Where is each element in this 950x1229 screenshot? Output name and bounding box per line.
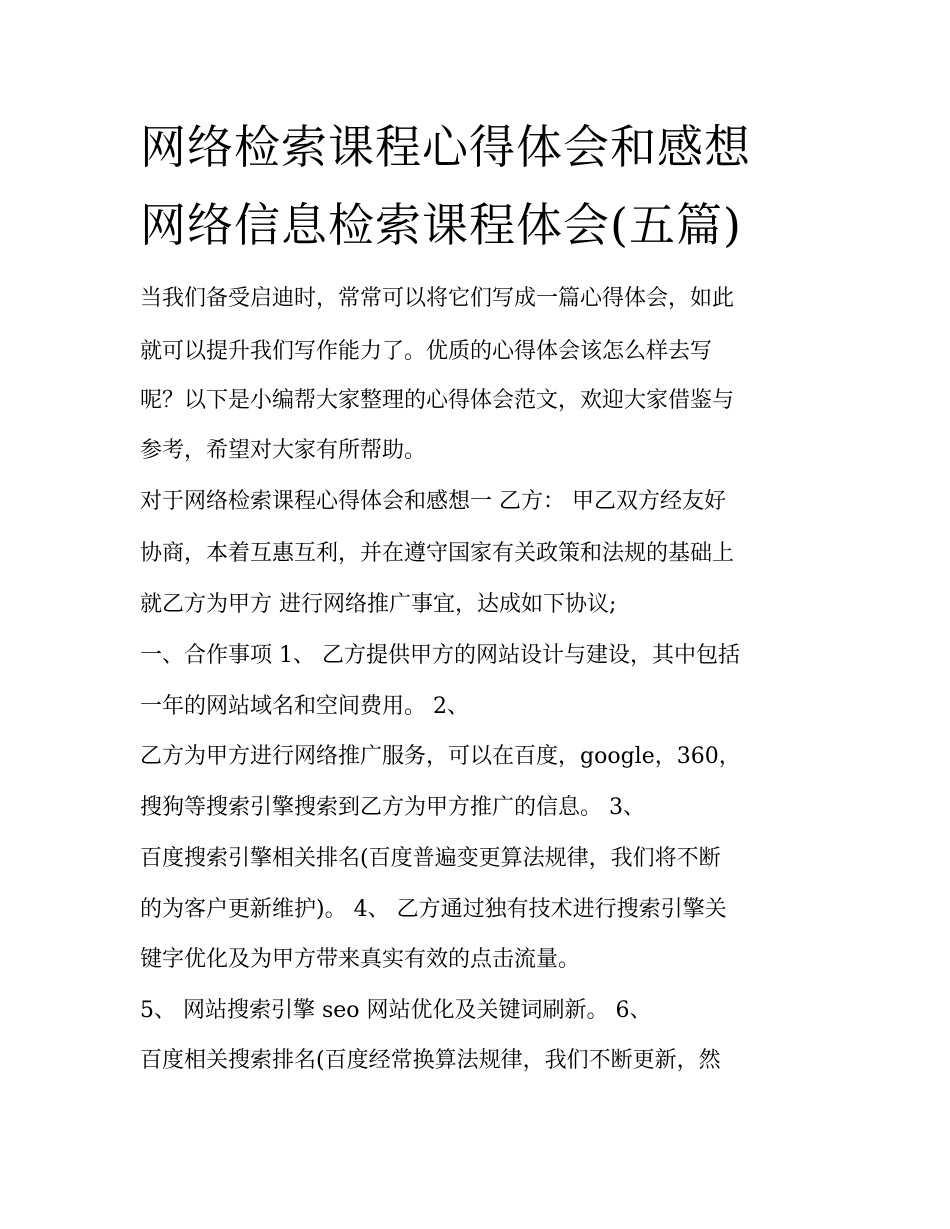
body-text-line: 键字优化及为甲方带来真实有效的点击流量。: [140, 947, 581, 972]
body-text-line: 当我们备受启迪时，常常可以将它们写成一篇心得体会，如此: [140, 286, 735, 311]
body-text-line: 就乙方为甲方 进行网络推广事宜，达成如下协议;: [140, 592, 617, 617]
body-text-line: 一年的网站域名和空间费用。 2、: [140, 694, 469, 719]
body-text-line: 呢？以下是小编帮大家整理的心得体会范文，欢迎大家借鉴与: [140, 388, 735, 413]
body-text-line: 的为客户更新维护)。 4、 乙方通过独有技术进行搜索引擎关: [140, 897, 727, 922]
body-text-line: 百度相关搜索排名(百度经常换算法规律，我们不断更新，然: [140, 1048, 721, 1073]
body-text-line: 参考，希望对大家有所帮助。: [140, 438, 427, 463]
body-text-line: 5、 网站搜索引擎 seo 网站优化及关键词刷新。 6、: [140, 998, 652, 1023]
body-text-line: 对于网络检索课程心得体会和感想一 乙方： 甲乙双方经友好: [140, 489, 726, 514]
body-text-line: 一、合作事项 1、 乙方提供甲方的网站设计与建设，其中包括: [140, 643, 740, 668]
document-title-line-1: 网络检索课程心得体会和感想: [140, 120, 751, 174]
body-text-line: 协商，本着互惠互利，并在遵守国家有关政策和法规的基础上: [140, 541, 735, 566]
body-text-line: 乙方为甲方进行网络推广服务，可以在百度，google，360，: [140, 744, 741, 769]
body-text-line: 百度搜索引擎相关排名(百度普遍变更算法规律，我们将不断: [140, 846, 721, 871]
document-title-line-2: 网络信息检索课程体会(五篇): [140, 198, 742, 252]
body-text-line: 搜狗等搜索引擎搜索到乙方为甲方推广的信息。 3、: [140, 795, 645, 820]
body-text-line: 就可以提升我们写作能力了。优质的心得体会该怎么样去写: [140, 339, 713, 364]
